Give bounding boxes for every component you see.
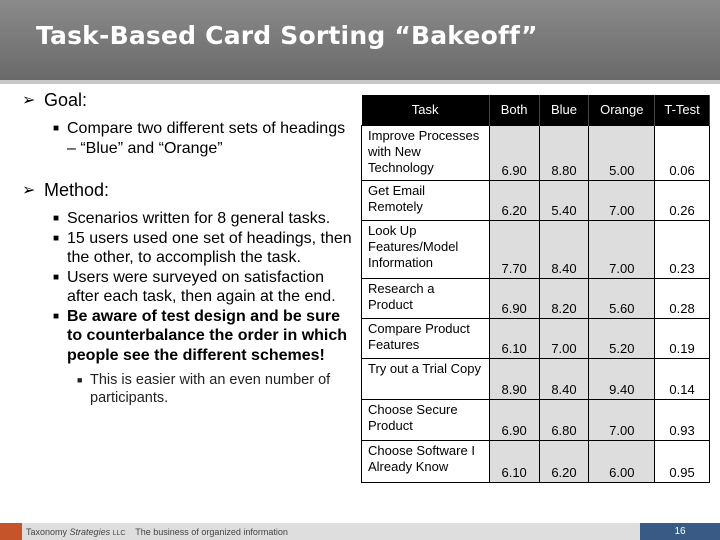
table-header-row <box>362 95 710 125</box>
table-row <box>362 399 710 440</box>
table-row <box>362 358 710 399</box>
slide-title: Task-Based Card Sorting “Bakeoff” <box>36 21 538 50</box>
table-row <box>362 318 710 358</box>
cell-orange: 6.00 <box>589 440 655 482</box>
cell-ttest: 0.93 <box>655 399 710 440</box>
cell-orange: 5.20 <box>589 318 655 358</box>
footer-company-italic: Strategies <box>69 527 111 537</box>
header-task: Task <box>362 95 490 125</box>
cell-orange: 5.00 <box>589 125 655 180</box>
cell-blue: 8.80 <box>539 125 589 180</box>
company-logo <box>0 523 22 540</box>
cell-both: 6.90 <box>489 125 539 180</box>
cell-orange: 7.00 <box>589 180 655 220</box>
cell-both: 6.90 <box>489 278 539 318</box>
method-point: ■ Scenarios written for 8 general tasks. <box>53 210 331 227</box>
footer-text <box>26 527 288 537</box>
page-number: 16 <box>640 523 720 540</box>
title-bar <box>0 0 720 80</box>
cell-task: Choose Secure Product <box>362 399 490 440</box>
cell-ttest: 0.28 <box>655 278 710 318</box>
cell-task: Choose Software I Already Know <box>362 440 490 482</box>
footer-llc: LLC <box>112 530 126 537</box>
method-heading: ➢ Method: <box>22 180 110 200</box>
square-bullet-icon: ■ <box>77 375 83 385</box>
square-bullet-icon: ■ <box>53 213 60 224</box>
title-divider <box>0 80 720 84</box>
header-blue: Blue <box>539 95 589 125</box>
results-table <box>361 95 710 483</box>
cell-task: Compare Product Features <box>362 318 490 358</box>
cell-task: Try out a Trial Copy <box>362 358 490 399</box>
table-row <box>362 180 710 220</box>
method-sub-point: ■ This is easier with an even number of participants. <box>77 372 331 406</box>
header-ttest: T-Test <box>655 95 710 125</box>
cell-ttest: 0.19 <box>655 318 710 358</box>
table-row <box>362 440 710 482</box>
cell-both: 6.10 <box>489 318 539 358</box>
method-point: ■ Users were surveyed on satisfaction after each task, then again at the end. <box>53 268 336 305</box>
cell-task: Look Up Features/Model Information <box>362 220 490 278</box>
header-orange: Orange <box>589 95 655 125</box>
goal-heading: ➢ Goal: <box>22 90 88 110</box>
square-bullet-icon: ■ <box>53 232 60 244</box>
cell-ttest: 0.06 <box>655 125 710 180</box>
footer-tagline: The business of organized information <box>135 527 288 537</box>
cell-both: 7.70 <box>489 220 539 278</box>
table-row <box>362 220 710 278</box>
cell-both: 6.10 <box>489 440 539 482</box>
cell-blue: 7.00 <box>539 318 589 358</box>
cell-ttest: 0.14 <box>655 358 710 399</box>
cell-ttest: 0.95 <box>655 440 710 482</box>
cell-orange: 7.00 <box>589 399 655 440</box>
goal-point: ■ Compare two different sets of headings – “Blue” and “Orange” <box>53 120 346 157</box>
cell-blue: 6.80 <box>539 399 589 440</box>
footer-company: Taxonomy <box>26 527 68 537</box>
cell-blue: 8.40 <box>539 220 589 278</box>
cell-blue: 6.20 <box>539 440 589 482</box>
cell-task: Improve Processes with New Technology <box>362 125 490 180</box>
cell-ttest: 0.23 <box>655 220 710 278</box>
cell-task: Research a Product <box>362 278 490 318</box>
cell-both: 8.90 <box>489 358 539 399</box>
square-bullet-icon: ■ <box>53 271 60 283</box>
table-row <box>362 278 710 318</box>
square-bullet-icon: ■ <box>53 123 60 134</box>
table-row <box>362 125 710 180</box>
cell-blue: 8.40 <box>539 358 589 399</box>
cell-ttest: 0.26 <box>655 180 710 220</box>
header-both: Both <box>489 95 539 125</box>
bullet-content <box>22 90 352 407</box>
cell-orange: 7.00 <box>589 220 655 278</box>
cell-orange: 5.60 <box>589 278 655 318</box>
cell-blue: 8.20 <box>539 278 589 318</box>
method-point: ■ 15 users used one set of headings, then the other, to accomplish the task. <box>53 229 352 266</box>
square-bullet-icon: ■ <box>53 310 60 322</box>
cell-both: 6.90 <box>489 399 539 440</box>
cell-task: Get Email Remotely <box>362 180 490 220</box>
cell-orange: 9.40 <box>589 358 655 399</box>
arrow-bullet-icon: ➢ <box>22 92 36 109</box>
cell-blue: 5.40 <box>539 180 589 220</box>
method-bold-point: ■ Be aware of test design and be sure to counterbalance the order in which people see the different schemes! <box>53 307 348 364</box>
cell-both: 6.20 <box>489 180 539 220</box>
arrow-bullet-icon: ➢ <box>22 182 36 199</box>
